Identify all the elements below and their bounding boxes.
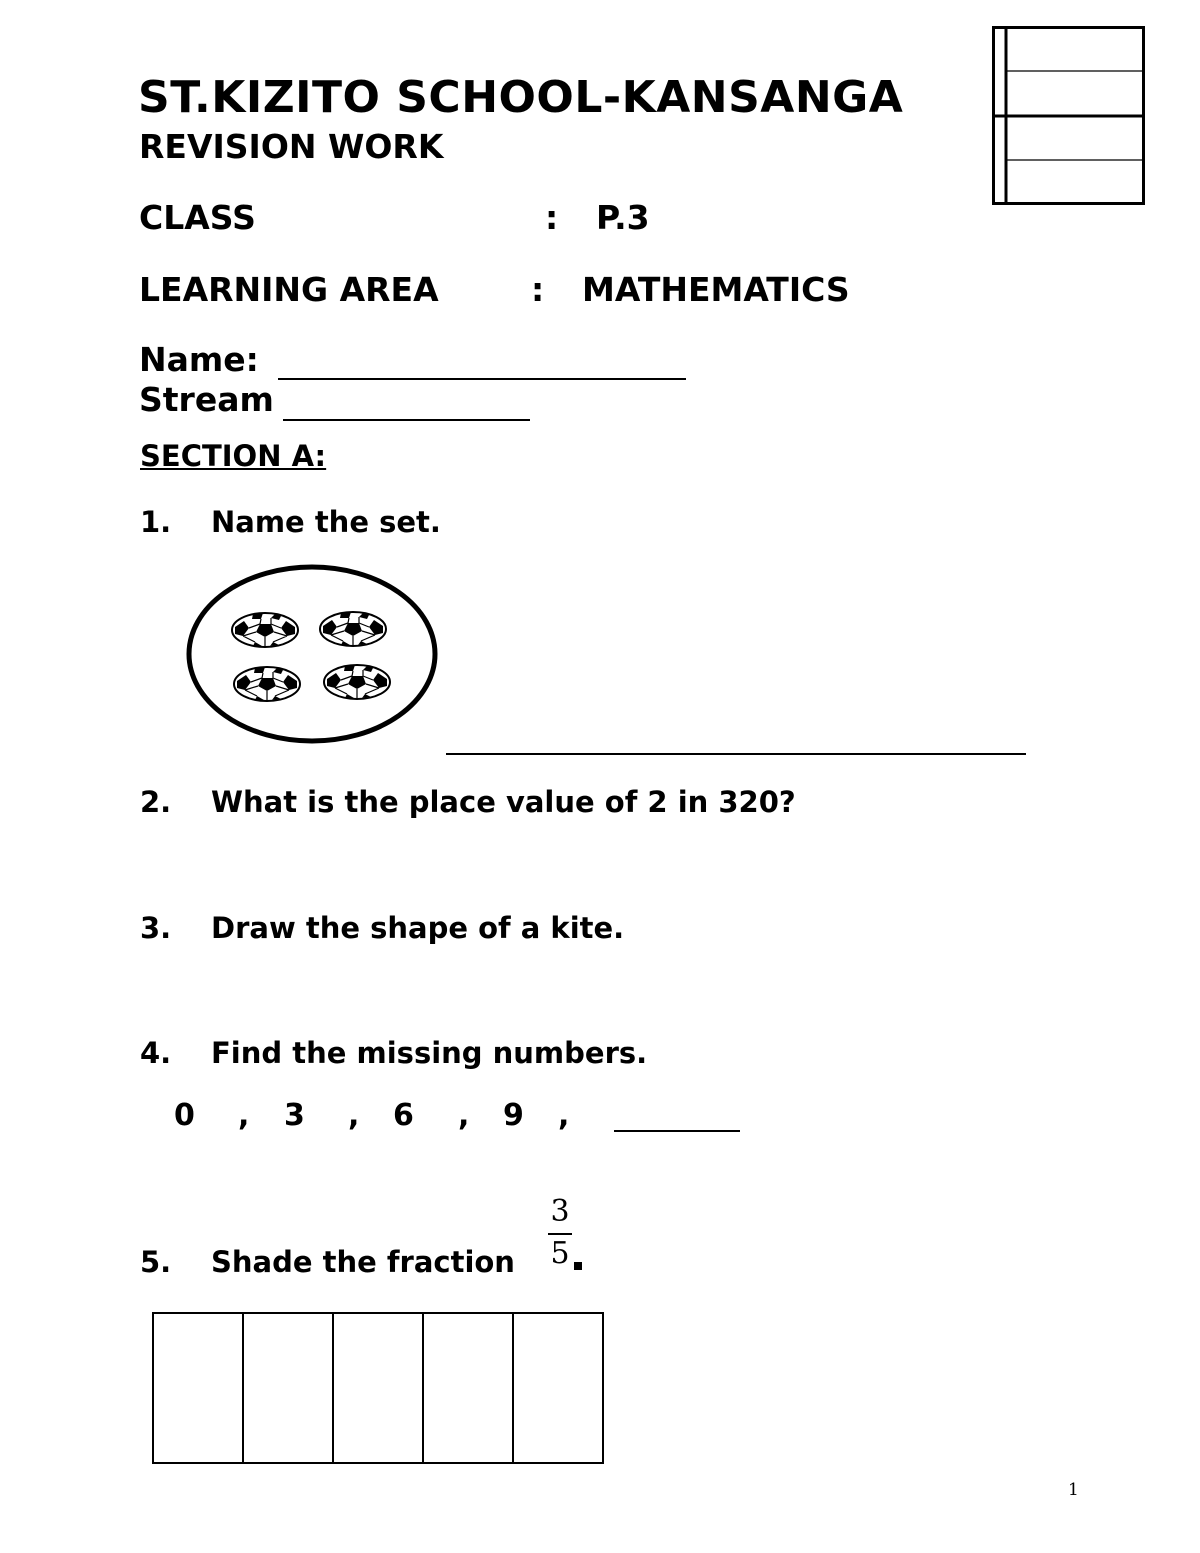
sequence-number: 9 <box>503 1098 524 1133</box>
question-2-text: What is the place value of 2 in 320? <box>211 785 796 819</box>
missing-number-blank[interactable] <box>614 1130 740 1132</box>
fraction-numerator: 3 <box>550 1194 570 1229</box>
section-title: SECTION A: <box>140 439 327 473</box>
football-icon <box>324 665 390 699</box>
marks-grid-box <box>992 26 1145 205</box>
football-icon <box>320 612 386 646</box>
sequence-number: 0 <box>174 1098 195 1133</box>
fraction-box[interactable] <box>513 1313 603 1463</box>
fraction-box[interactable] <box>423 1313 513 1463</box>
fraction-box[interactable] <box>153 1313 243 1463</box>
question-1-answer-line[interactable] <box>446 753 1026 755</box>
question-5-text: Shade the fraction <box>211 1245 515 1279</box>
question-3-number: 3. <box>140 911 172 945</box>
football-icon <box>234 667 300 701</box>
class-value: P.3 <box>596 198 650 237</box>
learning-area-colon: : <box>531 270 545 309</box>
learning-area-value: MATHEMATICS <box>582 270 850 309</box>
learning-area-label: LEARNING AREA <box>139 270 439 309</box>
question-3-text: Draw the shape of a kite. <box>211 911 625 945</box>
fraction-box[interactable] <box>333 1313 423 1463</box>
name-label: Name: <box>139 340 259 379</box>
question-4-number: 4. <box>140 1036 172 1070</box>
document-subtitle: REVISION WORK <box>139 127 444 166</box>
sequence-number: 6 <box>393 1098 414 1133</box>
fraction-denominator: 5 <box>550 1236 570 1271</box>
class-label: CLASS <box>139 198 256 237</box>
sequence-comma: , <box>238 1098 250 1133</box>
fraction-shading-boxes <box>152 1312 604 1464</box>
question-1-text: Name the set. <box>211 505 441 539</box>
page-number: 1 <box>1068 1480 1079 1500</box>
name-input-line[interactable] <box>278 378 686 380</box>
sequence-comma: , <box>348 1098 360 1133</box>
sequence-number: 3 <box>284 1098 305 1133</box>
question-5-number: 5. <box>140 1245 172 1279</box>
set-of-footballs <box>183 562 441 748</box>
question-2-number: 2. <box>140 785 172 819</box>
fraction-box[interactable] <box>243 1313 333 1463</box>
fraction-three-fifths <box>546 1193 574 1273</box>
fraction-full-stop <box>574 1262 582 1270</box>
football-icon <box>232 613 298 647</box>
question-4-text: Find the missing numbers. <box>211 1036 648 1070</box>
school-name: ST.KIZITO SCHOOL-KANSANGA <box>138 72 904 123</box>
stream-input-line[interactable] <box>283 419 530 421</box>
question-1-number: 1. <box>140 505 172 539</box>
class-colon: : <box>545 198 559 237</box>
sequence-comma: , <box>458 1098 470 1133</box>
stream-label: Stream <box>139 380 274 419</box>
sequence-comma: , <box>558 1098 570 1133</box>
